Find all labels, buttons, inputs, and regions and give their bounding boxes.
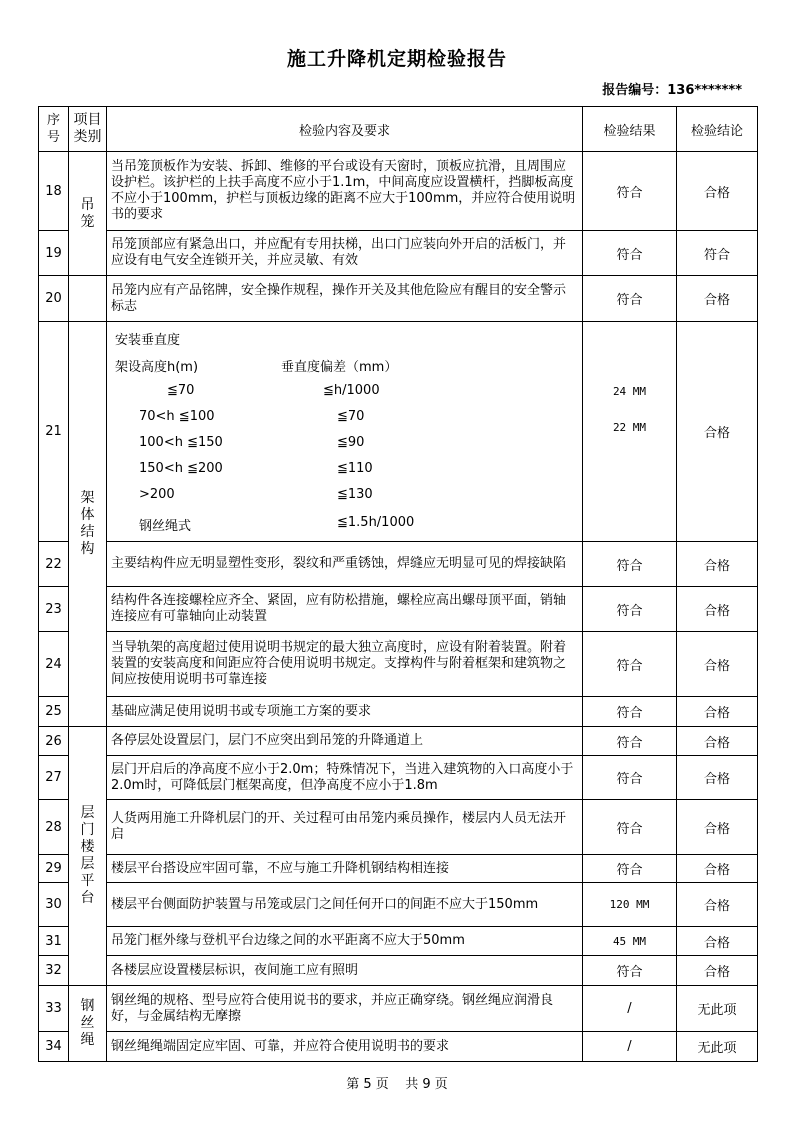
spec-deviation: ≦110 bbox=[337, 460, 373, 476]
row-result: 45 MM bbox=[583, 927, 677, 956]
row-result: 符合 bbox=[583, 956, 677, 986]
spec-deviation: ≦h/1000 bbox=[323, 382, 380, 398]
table-row bbox=[39, 956, 758, 986]
spec-height: 150<h ≦200 bbox=[139, 460, 223, 476]
table-row bbox=[39, 756, 758, 800]
row-number: 34 bbox=[39, 1032, 69, 1062]
row-conclusion: 合格 bbox=[677, 542, 758, 587]
row-result: 符合 bbox=[583, 727, 677, 756]
row-result: 符合 bbox=[583, 632, 677, 697]
row-number: 28 bbox=[39, 800, 69, 855]
table-row bbox=[39, 855, 758, 883]
category-empty bbox=[69, 276, 107, 322]
row-conclusion: 合格 bbox=[677, 800, 758, 855]
row-content: 结构件各连接螺栓应齐全、紧固，应有防松措施，螺栓应高出螺母顶平面，销轴连接应有可靠轴向止动装置 bbox=[107, 587, 583, 632]
row-conclusion: 合格 bbox=[677, 756, 758, 800]
table-row bbox=[39, 727, 758, 756]
row-conclusion: 合格 bbox=[677, 587, 758, 632]
row-conclusion: 合格 bbox=[677, 276, 758, 322]
spec-deviation: ≦1.5h/1000 bbox=[337, 514, 415, 530]
category-rope: 钢丝绳 bbox=[69, 986, 107, 1062]
table-row bbox=[39, 1032, 758, 1062]
row-number: 20 bbox=[39, 276, 69, 322]
spec-height: ≦70 bbox=[167, 382, 195, 398]
category-cage: 吊笼 bbox=[69, 152, 107, 276]
row-result bbox=[583, 322, 677, 542]
row-result: 符合 bbox=[583, 231, 677, 276]
spec-col2-header: 垂直度偏差（mm） bbox=[281, 359, 398, 375]
row-number: 23 bbox=[39, 587, 69, 632]
row-content: 楼层平台搭设应牢固可靠，不应与施工升降机钢结构相连接 bbox=[107, 855, 583, 883]
header-conclusion: 检验结论 bbox=[677, 107, 758, 152]
row-number: 29 bbox=[39, 855, 69, 883]
table-row bbox=[39, 697, 758, 727]
verticality-spec bbox=[107, 322, 583, 542]
table-row bbox=[39, 587, 758, 632]
row-conclusion: 无此项 bbox=[677, 1032, 758, 1062]
row-content: 层门开启后的净高度不应小于2.0m；特殊情况下，当进入建筑物的入口高度小于2.0m时，可降低层门框架高度，但净高度不应小于1.8m bbox=[107, 756, 583, 800]
row-result: 符合 bbox=[583, 855, 677, 883]
spec-deviation: ≦130 bbox=[337, 486, 373, 502]
spec-height: 100<h ≦150 bbox=[139, 434, 223, 450]
row-conclusion: 合格 bbox=[677, 697, 758, 727]
row-conclusion: 符合 bbox=[677, 231, 758, 276]
row-conclusion: 合格 bbox=[677, 727, 758, 756]
row-content: 主要结构件应无明显塑性变形，裂纹和严重锈蚀，焊缝应无明显可见的焊接缺陷 bbox=[107, 542, 583, 587]
row-content: 吊笼内应有产品铭牌，安全操作规程，操作开关及其他危险应有醒目的安全警示标志 bbox=[107, 276, 583, 322]
table-row bbox=[39, 276, 758, 322]
spec-heading: 安装垂直度 bbox=[115, 332, 181, 348]
row-conclusion: 合格 bbox=[677, 927, 758, 956]
row-content: 楼层平台侧面防护装置与吊笼或层门之间任何开口的间距不应大于150mm bbox=[107, 883, 583, 927]
table-row bbox=[39, 231, 758, 276]
row-result: 120 MM bbox=[583, 883, 677, 927]
row-conclusion: 合格 bbox=[677, 152, 758, 231]
row-conclusion: 合格 bbox=[677, 632, 758, 697]
row-result: 符合 bbox=[583, 276, 677, 322]
row-number: 27 bbox=[39, 756, 69, 800]
row-result: 符合 bbox=[583, 152, 677, 231]
row-number: 30 bbox=[39, 883, 69, 927]
row-number: 32 bbox=[39, 956, 69, 986]
table-row bbox=[39, 542, 758, 587]
row-result: 符合 bbox=[583, 756, 677, 800]
row-conclusion: 合格 bbox=[677, 883, 758, 927]
row-number: 25 bbox=[39, 697, 69, 727]
spec-height: 70<h ≦100 bbox=[139, 408, 215, 424]
measured-value: 24 MM bbox=[612, 384, 647, 398]
spec-deviation: ≦90 bbox=[337, 434, 365, 450]
row-result: 符合 bbox=[583, 697, 677, 727]
row-result: 符合 bbox=[583, 587, 677, 632]
category-landing: 层门楼层平台 bbox=[69, 727, 107, 986]
header-content: 检验内容及要求 bbox=[107, 107, 583, 152]
row-conclusion: 合格 bbox=[677, 322, 758, 542]
header-no: 序号 bbox=[39, 107, 69, 152]
row-content: 各停层处设置层门，层门不应突出到吊笼的升降通道上 bbox=[107, 727, 583, 756]
page-footer: 第 5 页 共 9 页 bbox=[346, 1077, 448, 1092]
table-header-row bbox=[39, 107, 758, 152]
table-row bbox=[39, 322, 758, 542]
header-result: 检验结果 bbox=[583, 107, 677, 152]
row-number: 19 bbox=[39, 231, 69, 276]
spec-col1-header: 架设高度h(m) bbox=[115, 359, 199, 375]
table-row bbox=[39, 986, 758, 1032]
row-conclusion: 合格 bbox=[677, 855, 758, 883]
category-frame: 架体结构 bbox=[69, 322, 107, 727]
row-number: 31 bbox=[39, 927, 69, 956]
row-content: 钢丝绳绳端固定应牢固、可靠，并应符合使用说明书的要求 bbox=[107, 1032, 583, 1062]
table-row bbox=[39, 927, 758, 956]
header-category: 项目类别 bbox=[69, 107, 107, 152]
row-result: / bbox=[583, 986, 677, 1032]
table-row bbox=[39, 632, 758, 697]
row-content: 吊笼门框外缘与登机平台边缘之间的水平距离不应大于50mm bbox=[107, 927, 583, 956]
row-number: 26 bbox=[39, 727, 69, 756]
row-content: 人货两用施工升降机层门的开、关过程可由吊笼内乘员操作，楼层内人员无法开启 bbox=[107, 800, 583, 855]
row-number: 33 bbox=[39, 986, 69, 1032]
row-content: 当导轨架的高度超过使用说明书规定的最大独立高度时，应设有附着装置。附着装置的安装高度和间距应符合使用说明书规定。支撑构件与附着框架和建筑物之间应按使用说明书可靠连接 bbox=[107, 632, 583, 697]
report-title: 施工升降机定期检验报告 bbox=[286, 48, 507, 70]
inspection-table bbox=[38, 106, 758, 1062]
row-number: 22 bbox=[39, 542, 69, 587]
report-number: 报告编号：136******* bbox=[602, 83, 742, 98]
row-content: 当吊笼顶板作为安装、拆卸、维修的平台或设有天窗时，顶板应抗滑，且周围应设护栏。该护栏的上扶手高度不应小于1.1m，中间高度应设置横杆，挡脚板高度不应小于100mm，护栏与顶板边缘的距离不应大于100mm，并应符合使用说明书的要求 bbox=[107, 152, 583, 231]
row-conclusion: 无此项 bbox=[677, 986, 758, 1032]
row-content: 基础应满足使用说明书或专项施工方案的要求 bbox=[107, 697, 583, 727]
spec-deviation: ≦70 bbox=[337, 408, 365, 424]
row-content: 各楼层应设置楼层标识，夜间施工应有照明 bbox=[107, 956, 583, 986]
row-result: / bbox=[583, 1032, 677, 1062]
table-row bbox=[39, 152, 758, 231]
spec-height: 钢丝绳式 bbox=[139, 518, 192, 534]
measured-value: 22 MM bbox=[612, 420, 647, 434]
table-row bbox=[39, 883, 758, 927]
row-number: 24 bbox=[39, 632, 69, 697]
row-content: 钢丝绳的规格、型号应符合使用说书的要求，并应正确穿绕。钢丝绳应润滑良好，与金属结构无摩擦 bbox=[107, 986, 583, 1032]
row-number: 18 bbox=[39, 152, 69, 231]
row-conclusion: 合格 bbox=[677, 956, 758, 986]
table-row bbox=[39, 800, 758, 855]
row-number: 21 bbox=[39, 322, 69, 542]
spec-height: >200 bbox=[139, 486, 175, 502]
row-result: 符合 bbox=[583, 800, 677, 855]
row-content: 吊笼顶部应有紧急出口，并应配有专用扶梯，出口门应装向外开启的活板门，并应设有电气安全连锁开关，并应灵敏、有效 bbox=[107, 231, 583, 276]
row-result: 符合 bbox=[583, 542, 677, 587]
